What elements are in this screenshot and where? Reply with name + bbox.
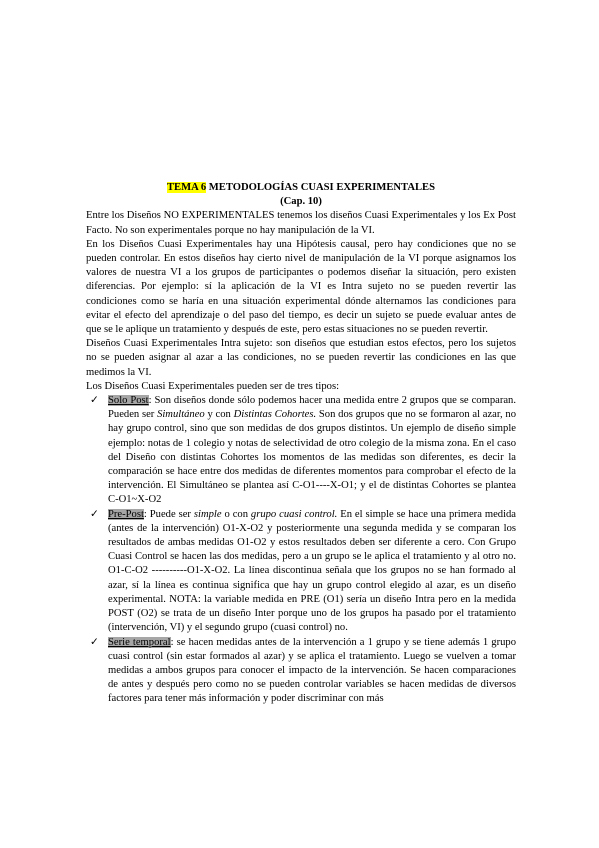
checkmark-icon: ✓: [90, 508, 99, 520]
paragraph-intra-sujeto: Diseños Cuasi Experimentales Intra sujeto: son diseños que estudian estos efectos, pero los sujetos no se pueden asignar al azar a las condiciones, no se pueden revertir las condiciones en las que medimos la VI.: [86, 338, 516, 378]
chapter-reference: (Cap. 10): [280, 196, 322, 208]
checkmark-icon: ✓: [90, 636, 99, 648]
item-label: Pre-Post: [108, 508, 144, 520]
item-emphasis: grupo cuasi control.: [250, 508, 338, 520]
list-item-solo-post: [86, 394, 516, 508]
item-text: En el simple se hace una primera medida (antes de la intervención) O1-X-O2 y posteriormente una segunda medida y se comparan los resultados de ambas medidas O1-O2 y estos resultados deben ser diferente a cero. Con Grupo Cuasi Control se hacen las dos medidas, pero a un grupo se le aplica el tratamiento y al otro no. O1-C-O2 ----------O1-X-O2. La línea discontinua señala que los grupos no se han formado al azar, sí la línea es continua significa que hay un grupo control elegido al azar, es un diseño experimental. NOTA: la variable medida en PRE (O1) sería un diseño Intra pero en la medida POST (O2) se trata de un diseño Inter porque uno de los grupos ha pasado por el tratamiento (intervención, VI) y el segundo grupo (cuasi control) no.: [108, 508, 517, 634]
document-title: [86, 181, 516, 195]
paragraph-cuasi-experimentales: En los Diseños Cuasi Experimentales hay una Hipótesis causal, pero hay condiciones que no se pueden controlar. En estos diseños hay cierto nivel de manipulación de la VI porque asignamos los valores de nuestra VI a los grupos de participantes o podemos diseñar la situación, pero existen diferencias. Por ejemplo: sí la aplicación de la VI es Intra sujeto no se pueden revertir las condiciones como se haría en una situación experimental dónde alternamos las condiciones para evitar el efecto del aprendizaje o del paso del tiempo, es decir un sujeto se puede evaluar antes de que se le aplique un tratamiento y después de este, pero estas situaciones no se pueden revertir.: [86, 238, 516, 336]
item-label: Solo Post: [108, 395, 149, 407]
item-text: o con: [221, 508, 251, 520]
document-page: [86, 181, 516, 707]
item-text: y con: [204, 409, 234, 421]
tema-title: METODOLOGÍAS CUASI EXPERIMENTALES: [206, 182, 436, 193]
list-item-pre-post: [86, 508, 516, 636]
checkmark-icon: ✓: [90, 395, 99, 407]
item-emphasis: Simultáneo: [157, 409, 205, 421]
paragraph-intro: Entre los Diseños NO EXPERIMENTALES tenemos los diseños Cuasi Experimentales y los Ex Post Facto. No son experimentales porque no hay manipulación de la VI.: [86, 210, 516, 236]
item-text: : Puede ser: [143, 508, 194, 520]
item-label: Serie temporal: [108, 636, 171, 648]
item-emphasis: simple: [193, 508, 222, 520]
paragraph-tipos: Los Diseños Cuasi Experimentales pueden ser de tres tipos:: [86, 380, 340, 392]
item-text: : se hacen medidas antes de la intervención a 1 grupo y se tiene además 1 grupo cuasi control (sin estar formados al azar) y se aplica el tratamiento. Luego se vuelven a tomar medidas a ambos grupos para conocer el impacto de la intervención. Se hacen comparaciones de antes y después pero como no se pueden controlar variables se hacen medidas de diversos factores para tener más información y poder discriminar con más: [108, 636, 516, 705]
item-text: : Son diseños donde sólo podemos hacer una medida entre 2 grupos que se comparan. Pueden ser: [108, 395, 516, 421]
item-emphasis: Distintas Cohortes.: [233, 409, 317, 421]
tipos-list: [86, 394, 516, 706]
tema-number: TEMA 6: [166, 182, 207, 193]
item-text: Son dos grupos que no se formaron al azar, no hay grupo control, sino que son medidas de dos grupos distintos. Un ejemplo de diseño simple ejemplo: notas de 1 colegio y notas de selectividad de otro colegio de la misma zona. En el caso del Diseño con distintas Cohortes los momentos de las medidas son diferentes, es decir la comparación se hace entre dos medidas de diferentes momentos para comprobar el efecto de la intervención. El Simultáneo se plantea así C-O1----X-O1; y el de distintas Cohortes se plantea C-O1~X-O2: [108, 409, 516, 506]
list-item-serie-temporal: [86, 636, 516, 707]
